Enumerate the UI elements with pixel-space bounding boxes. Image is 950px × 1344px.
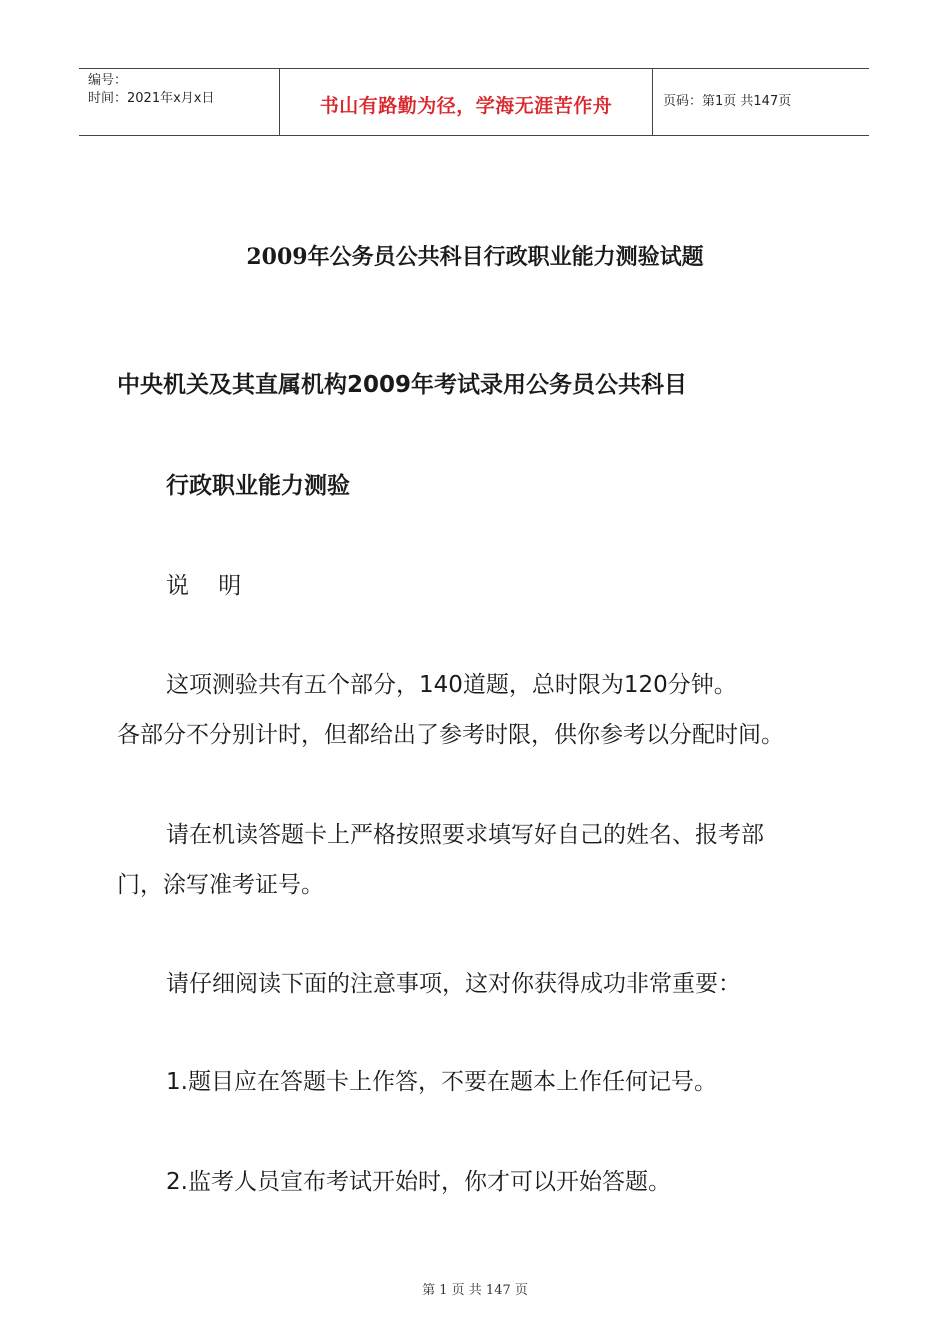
paragraph-2-line-2: 门，涂写准考证号。 <box>117 872 324 898</box>
heading-agency: 中央机关及其直属机构2009年考试录用公务员公共科目 <box>117 372 688 398</box>
paragraph-2-line-1: 请在机读答题卡上严格按照要求填写好自己的姓名、报考部 <box>166 822 764 848</box>
number-label: 编号： <box>88 73 128 88</box>
list-item-2: 2.监考人员宣布考试开始时，你才可以开始答题。 <box>166 1169 671 1195</box>
paragraph-3: 请仔细阅读下面的注意事项，这对你获得成功非常重要： <box>166 971 741 997</box>
time-label: 时间：2021年x月x日 <box>88 91 215 106</box>
paragraph-1-line-2: 各部分不分别计时，但都给出了参考时限，供你参考以分配时间。 <box>117 722 784 748</box>
header-motto: 书山有路勤为径，学海无涯苦作舟 <box>319 95 613 117</box>
header-middle-cell <box>280 69 653 135</box>
heading-test-name: 行政职业能力测验 <box>166 473 350 499</box>
document-header <box>79 68 869 136</box>
document-title: 2009年公务员公共科目行政职业能力测验试题 <box>246 244 704 270</box>
paragraph-1-line-1: 这项测验共有五个部分，140道题，总时限为120分钟。 <box>166 672 737 698</box>
header-left-cell <box>79 69 280 135</box>
list-item-1: 1.题目应在答题卡上作答，不要在题本上作任何记号。 <box>166 1069 717 1095</box>
header-right-cell <box>653 69 869 135</box>
page-info: 页码：第1页 共147页 <box>663 94 792 109</box>
heading-explanation: 说 明 <box>166 573 242 599</box>
page-footer: 第 1 页 共 147 页 <box>422 1283 528 1298</box>
